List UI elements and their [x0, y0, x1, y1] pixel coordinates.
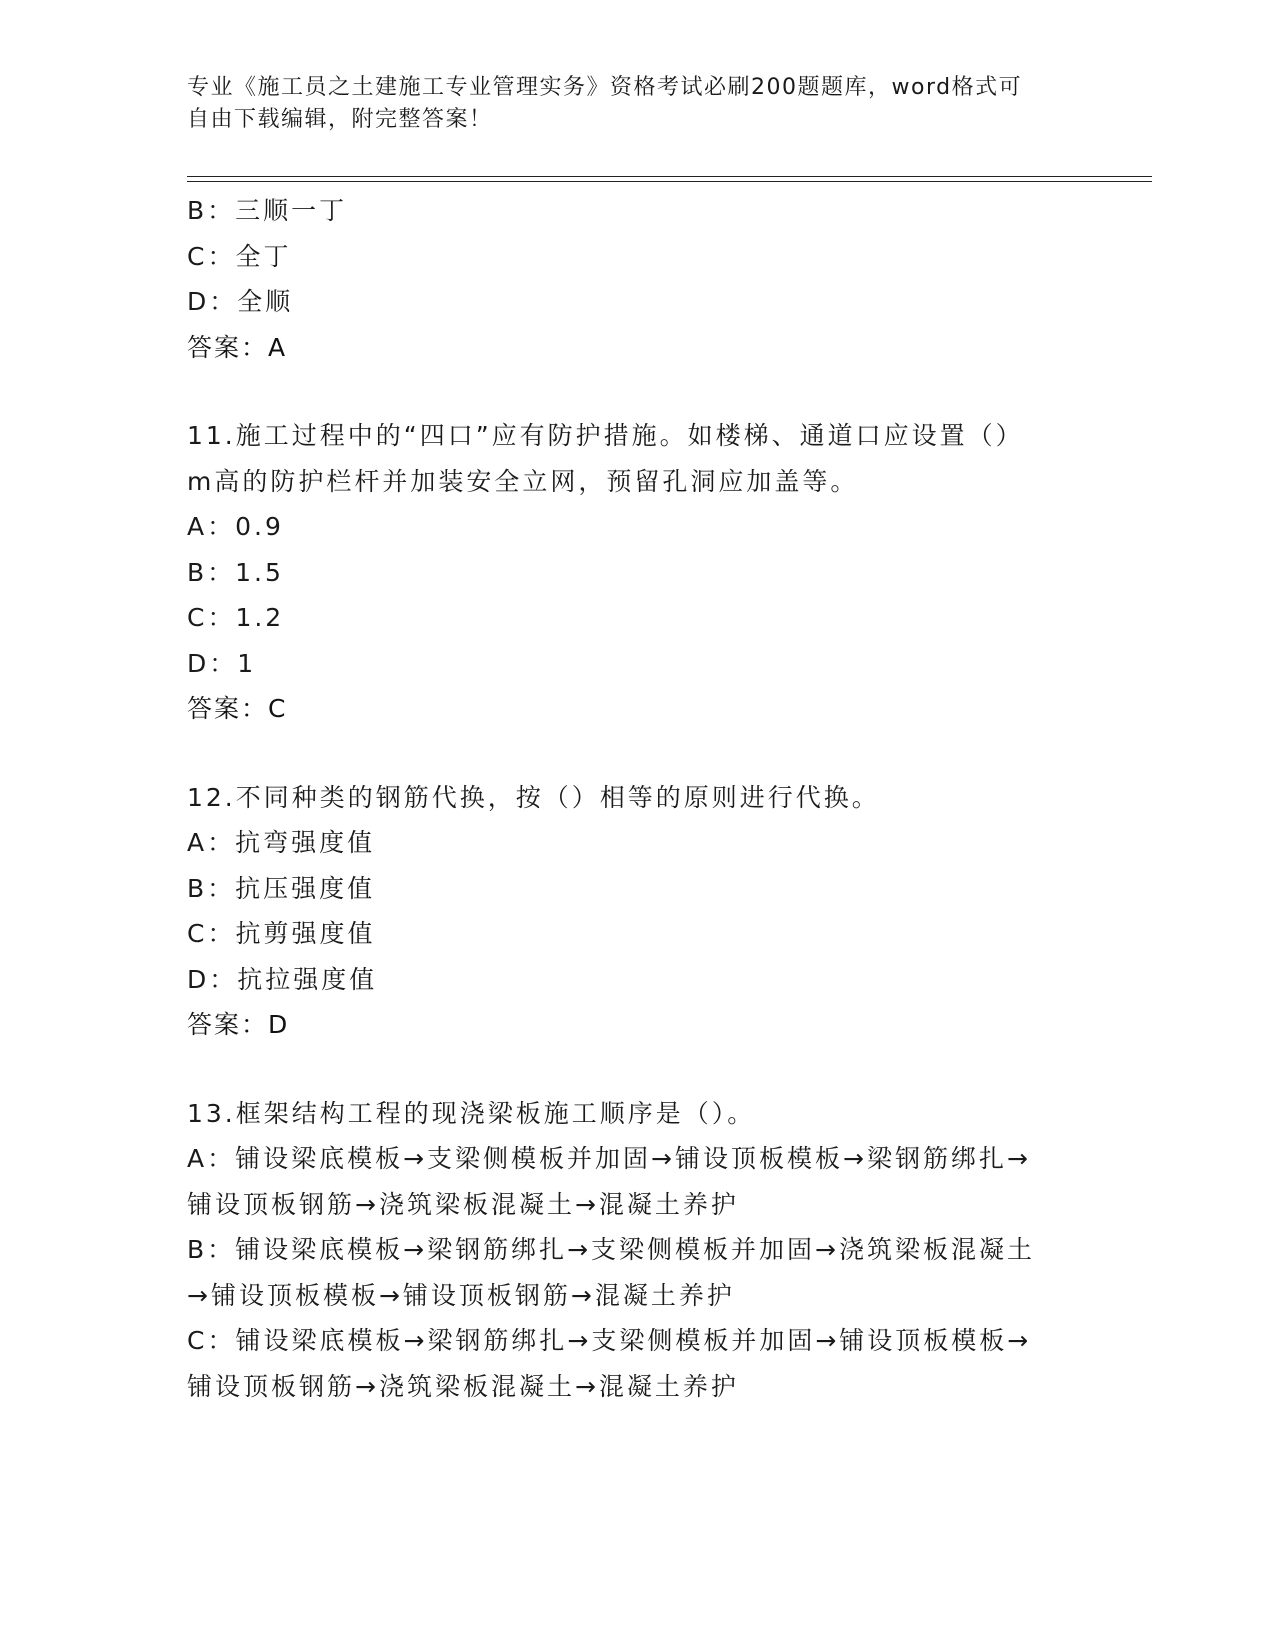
q11-stem-line-2: m高的防护栏杆并加装安全立网，预留孔洞应加盖等。 — [187, 466, 859, 496]
spacer — [187, 732, 1087, 775]
q12-option-a: A：抗弯强度值 — [187, 828, 376, 857]
question-content — [187, 188, 1087, 1409]
q13-option-a-line-1: A：铺设梁底模板→支梁侧模板并加固→铺设顶板模板→梁钢筋绑扎→ — [187, 1144, 1031, 1173]
q11-option-b: B：1.5 — [187, 557, 284, 587]
q12-option-c: C：抗剪强度值 — [187, 919, 376, 948]
q11-option-a: A：0.9 — [187, 512, 284, 541]
document-header — [187, 72, 1067, 136]
question-12-block — [187, 775, 1087, 1048]
q11-answer: 答案：C — [187, 694, 288, 723]
spacer — [187, 1048, 1087, 1091]
q12-answer: 答案：D — [187, 1010, 290, 1039]
question-11-block — [187, 413, 1087, 732]
q13-option-c-line-2: 铺设顶板钢筋→浇筑梁板混凝土→混凝土养护 — [187, 1371, 739, 1401]
q13-stem: 13.框架结构工程的现浇梁板施工顺序是（）。 — [187, 1098, 756, 1128]
header-line-1: 专业《施工员之土建施工专业管理实务》资格考试必刷200题题库，word格式可 — [187, 75, 1023, 100]
question-10-block — [187, 188, 1087, 370]
q13-option-c-line-1: C：铺设梁底模板→梁钢筋绑扎→支梁侧模板并加固→铺设顶板模板→ — [187, 1326, 1032, 1355]
header-divider-top — [187, 176, 1152, 177]
question-13-block — [187, 1091, 1087, 1410]
q12-option-d: D：抗拉强度值 — [187, 964, 378, 994]
spacer — [187, 370, 1087, 413]
q13-option-b-line-2: →铺设顶板模板→铺设顶板钢筋→混凝土养护 — [187, 1280, 735, 1310]
q11-option-d: D：1 — [187, 648, 257, 678]
q10-option-b: B：三顺一丁 — [187, 196, 348, 225]
q10-option-d: D：全顺 — [187, 287, 294, 316]
q11-option-c: C：1.2 — [187, 603, 285, 632]
q12-option-b: B：抗压强度值 — [187, 873, 376, 903]
q10-answer: 答案：A — [187, 332, 288, 362]
q13-option-b-line-1: B：铺设梁底模板→梁钢筋绑扎→支梁侧模板并加固→浇筑梁板混凝土 — [187, 1235, 1035, 1264]
q13-option-a-line-2: 铺设顶板钢筋→浇筑梁板混凝土→混凝土养护 — [187, 1189, 739, 1219]
header-divider-bottom — [187, 181, 1152, 182]
q11-stem-line-1: 11.施工过程中的“四口”应有防护措施。如楼梯、通道口应设置（） — [187, 421, 1024, 450]
q10-option-c: C：全丁 — [187, 241, 292, 271]
header-line-2: 自由下载编辑，附完整答案！ — [187, 107, 493, 132]
q12-stem: 12.不同种类的钢筋代换，按（）相等的原则进行代换。 — [187, 782, 880, 812]
